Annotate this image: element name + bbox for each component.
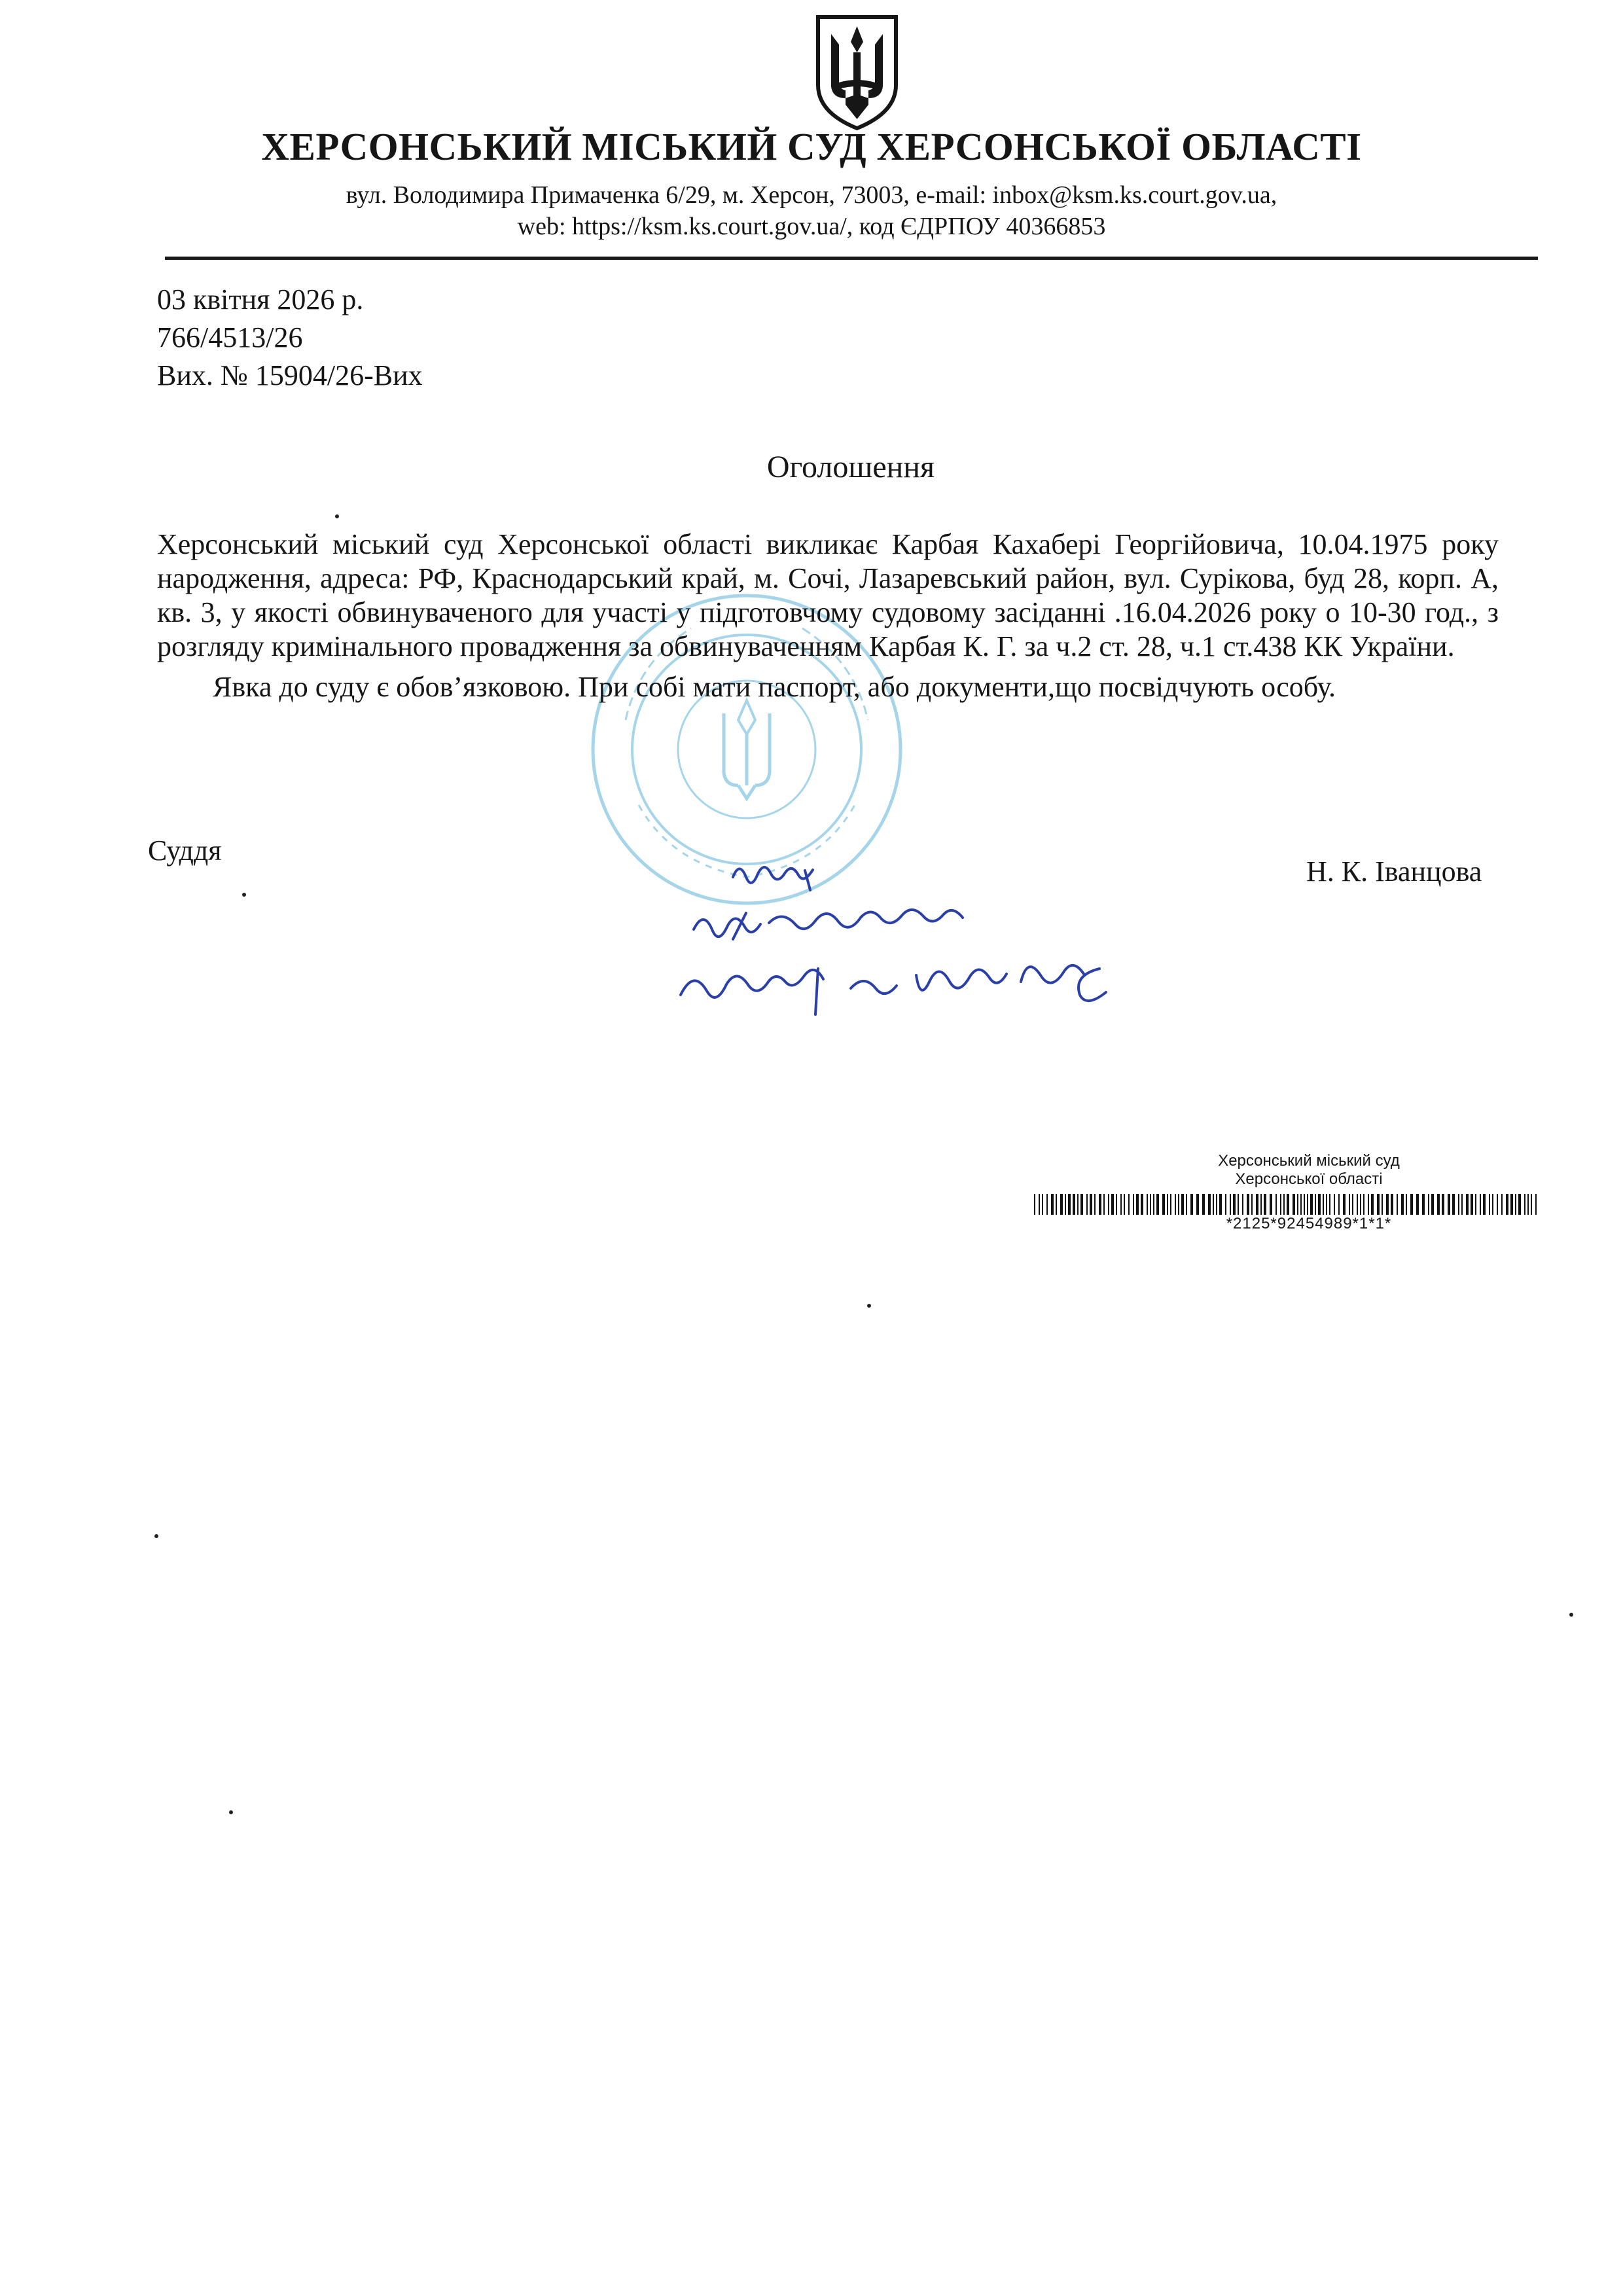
- header-divider: [165, 257, 1538, 260]
- announcement-body: [157, 528, 1499, 704]
- judge-name: Н. К. Іванцова: [1306, 855, 1482, 888]
- announcement-paragraph: Херсонський міський суд Херсонської області викликає Карбая Кахабері Георгійовича, 10.04.1975 року народження, адреса: РФ, Краснодарський край, м. Сочі, Лазаревський район, вул. Сурікова, буд 28, корп. А, кв. 3, у якості обвинуваченого для участі у підготовчому судовому засіданні .16.04.2026 року о 10-30 год., з розгляду кримінального провадження за обвинуваченням Карбая К. Г. за ч.2 ст. 28, ч.1 ст.438 КК України.: [157, 528, 1499, 662]
- scan-speck: [335, 514, 339, 518]
- barcode-org-line: Херсонської області: [1235, 1170, 1383, 1188]
- document-date: 03 квітня 2026 р.: [157, 283, 364, 315]
- barcode-org-line: Херсонський міський суд: [1218, 1152, 1400, 1170]
- handwritten-certification-icon: [654, 851, 1178, 1047]
- outgoing-number: Вих. № 15904/26-Вих: [157, 359, 423, 391]
- case-number: 766/4513/26: [157, 321, 303, 353]
- scan-speck: [867, 1304, 871, 1308]
- scan-speck: [229, 1810, 233, 1814]
- scan-speck: [242, 893, 246, 897]
- scan-speck: [154, 1534, 158, 1538]
- attendance-notice: Явка до суду є обов’язковою. При собі мати паспорт, або документи,що посвідчують особу.: [213, 671, 1336, 703]
- court-web-code: web: https://ksm.ks.court.gov.ua/, код ЄДРПОУ 40366853: [517, 213, 1106, 240]
- judge-role-label: Суддя: [148, 834, 222, 867]
- coat-of-arms-icon: [813, 14, 901, 131]
- court-address: вул. Володимира Примаченка 6/29, м. Херсон, 73003, e-mail: inbox@ksm.ks.court.gov.ua,: [346, 181, 1277, 209]
- document-title: Оголошення: [766, 450, 935, 484]
- court-title: ХЕРСОНСЬКИЙ МІСЬКИЙ СУД ХЕРСОНСЬКОЇ ОБЛАСТІ: [261, 125, 1362, 168]
- barcode-icon: [1034, 1194, 1538, 1215]
- barcode-code: *2125*92454989*1*1*: [1226, 1215, 1392, 1232]
- scan-speck: [1569, 1613, 1573, 1617]
